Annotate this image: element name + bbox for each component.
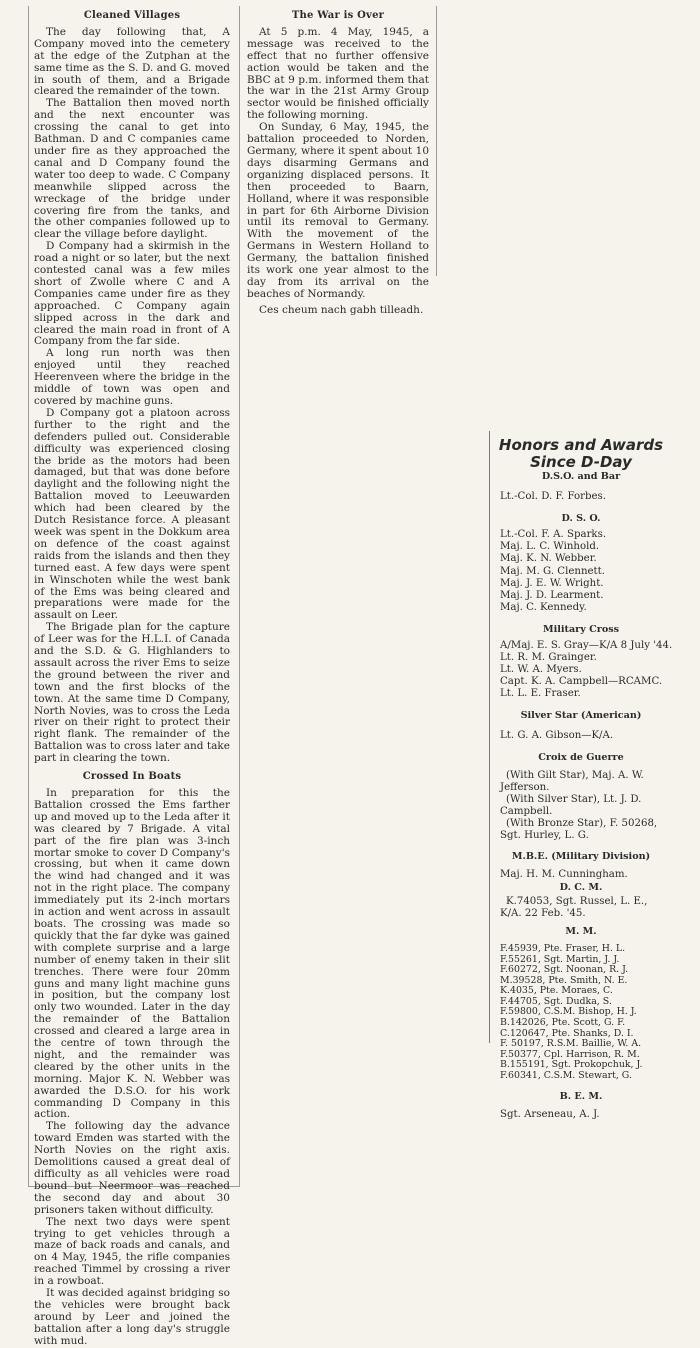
paragraph: On Sunday, 6 May, 1945, the battalion proceeded to Norden, Germany, where it spent about 10 days disarming Germans and organizing displaced persons. It then proceeded to Baarn, Holland, where it was responsible in part for 6th Airborne Division until its removal to Germany. With the movement of the Germans in Western Holland to Germany, the battalion finished its work one year almost to the day from its arrival on the beaches of Normandy. [247,121,429,300]
award-recipient: Maj. L. C. Winhold. [500,541,600,553]
award-heading-mm: M. M. [565,925,597,937]
paragraph: It was decided against bridging so the vehicles were brought back around by Leer and joined the battalion after a long day's struggle with mud. [34,1287,230,1347]
honors-title: Honors and Awards [498,436,664,454]
closing-motto: Ces cheum nach gabh tilleadh. [259,303,424,316]
award-heading-mbe: M.B.E. (Military Division) [511,851,651,863]
award-recipient: Capt. K. A. Campbell—RCAMC. [500,676,663,688]
award-recipient: F. 50197, R.S.M. Baillie, W. A. [500,1038,642,1050]
honors-subtitle: Since D-Day [530,453,632,471]
paragraph: D Company had a skirmish in the road a night or so later, but the next contested canal was a few miles short of Zwolle where C and A Companies came under fire as they approached. C Company again slipped across in the dark and cleared the main road in front of A Company from the far side. [34,240,230,348]
paragraph: In preparation for this the Battalion crossed the Ems farther up and moved up to the Leda after it was cleared by 7 Brigade. A vital part of the fire plan was 3-inch mortar smoke to cover D Company's crossing, but when it came down the wind had changed and it was not in the right place. The company immediately put its 2-inch mortars in action and went across in assault boats. The crossing was made so quickly that the far dyke was gained with complete surprise and a large number of enemy taken in their slit trenches. There were four 20mm guns and many light machine guns in position, but the company lost only two wounded. Later in the day the remainder of the Battalion crossed and cleared a large area in the centre of town through the night, and the remainder was cleared by the other units in the morning. Major K. N. Webber was awarded the D.S.O. for his work commanding D Company in this action. [34,787,230,1121]
paragraph: The following day the advance toward Emden was started with the North Novies on the right axis. Demolitions caused a great deal of difficulty as all vehicles were road bound but Neermoor was reached the second day and about 30 prisoners taken without difficulty. [34,1120,230,1216]
award-recipient: M.39528, Pte. Smith, N. E. [500,974,628,986]
award-recipient: F.45939, Pte. Fraser, H. L. [500,942,626,954]
honors-awards-box [489,431,673,1120]
award-recipient: F.55261, Sgt. Martin, J. J. [500,953,620,965]
award-recipient: A/Maj. E. S. Gray—K/A 8 July '44. [500,640,673,652]
award-recipient: Lt. R. M. Grainger. [500,652,597,664]
award-recipient: Maj. H. M. Cunningham. [500,869,628,881]
paragraph: D Company got a platoon across further to the right and the defenders pulled out. Considerable difficulty was experienced closing the bride as the motors had been damaged, but that was done before daylight and the following night the Battalion moved to Leeuwarden which had been cleared by the Dutch Resistance force. A pleasant week was spent in the Dokkum area on defence of the coast against raids from the islands and then they turned east. A few days were spent in Winschoten while the west bank of the Ems was being cleared and preparations were made for the assault on Leer. [34,406,230,622]
article-column-1 [34,10,230,1348]
column-rule-right [436,6,437,276]
award-heading-military-cross: Military Cross [542,623,620,635]
award-recipient: F.60341, C.S.M. Stewart, G. [500,1070,632,1082]
award-recipient: K.74053, Sgt. Russel, L. E., K/A. 22 Feb. '45. [500,895,648,919]
award-recipient: Maj. J. E. W. Wright. [500,577,604,589]
award-recipient: B.142026, Pte. Scott, G. F. [500,1017,626,1029]
award-recipient: Lt.-Col. D. F. Forbes. [500,491,606,503]
paragraph: A long run north was then enjoyed until they reached Heerenveen where the bridge in the middle of town was open and covered by machine guns. [34,347,230,407]
column-rule-left [28,6,29,1186]
article-column-2 [247,10,429,317]
award-heading-croix-de-guerre: Croix de Guerre [538,751,624,763]
award-recipient: K.4035, Pte. Moraes, C. [500,985,613,997]
paragraph: The day following that, A Company moved into the cemetery at the edge of the Zutphan at the same time as the S. D. and G. moved in south of them, and a Brigade cleared the remainder of the town. [34,25,230,98]
award-recipient: (With Silver Star), Lt. J. D. Campbell. [500,793,642,818]
award-recipient: Maj. M. G. Clennett. [500,565,605,577]
award-recipient: (With Gilt Star), Maj. A. W. Jefferson. [500,769,644,793]
award-recipient: F.50377, Cpl. Harrison, R. M. [500,1048,640,1060]
award-recipient: F.44705, Sgt. Dudka, S. [500,995,612,1007]
award-recipient: Lt.-Col. F. A. Sparks. [500,529,607,541]
award-recipient: Lt. L. E. Fraser. [500,688,581,700]
section-heading-war-is-over: The War is Over [291,10,385,21]
paragraph: The Battalion then moved north and the next encounter was crossing the canal to get into Bathman. D and C companies came under fire as they approached the canal and D Company found the water too deep to wade. C Company meanwhile slipped across the wreckage of the bridge under covering fire from the tanks, and the other companies followed up to clear the village before daylight. [34,97,230,241]
award-recipient: Maj. K. N. Webber. [500,553,597,565]
paragraph: At 5 p.m. 4 May, 1945, a message was received to the effect that no further offensive action would be taken and the BBC at 9 p.m. informed them that the war in the 21st Army Group sector would be finished officially the following morning. [247,25,429,122]
award-recipient: Maj. J. D. Learment. [500,589,604,601]
paragraph: The next two days were spent trying to get vehicles through a maze of back roads and canals, and on 4 May, 1945, the rifle companies reached Timmel by crossing a river in a rowboat. [34,1215,230,1288]
award-heading-silver-star: Silver Star (American) [520,709,642,721]
award-heading-dcm: D. C. M. [559,881,603,893]
award-recipient: B.155191, Sgt. Prokopchuk, J. [500,1059,643,1071]
award-heading-bem: B. E. M. [559,1090,603,1102]
award-recipient: Lt. W. A. Myers. [500,664,582,676]
award-heading-dso-bar: D.S.O. and Bar [541,471,621,482]
column-rule-middle [239,6,240,1186]
section-heading-cleaned-villages: Cleaned Villages [83,10,181,21]
section-heading-crossed-in-boats: Crossed In Boats [82,771,182,783]
award-recipient: Lt. G. A. Gibson—K/A. [500,729,614,741]
paragraph: The Brigade plan for the capture of Leer was for the H.L.I. of Canada and the S.D. & G. Highlanders to assault across the river Ems to seize the ground between the river and town and the first blocks of the town. At the same time D Company, North Novies, was to cross the Leda river on their right to protect their right flank. The remainder of the Battalion was to cross later and take part in clearing the town. [34,621,230,765]
award-heading-dso: D. S. O. [561,513,601,525]
award-recipient: Maj. C. Kennedy. [500,601,587,613]
award-recipient: C.120647, Pte. Shanks, D. I. [500,1027,634,1039]
award-recipient: F.59800, C.S.M. Bishop, H. J. [500,1006,637,1018]
award-recipient: F.60272, Sgt. Noonan, R. J. [500,964,629,976]
award-recipient: (With Bronze Star), F. 50268, Sgt. Hurley, L. G. [500,818,658,842]
award-recipient: Sgt. Arseneau, A. J. [500,1108,600,1120]
